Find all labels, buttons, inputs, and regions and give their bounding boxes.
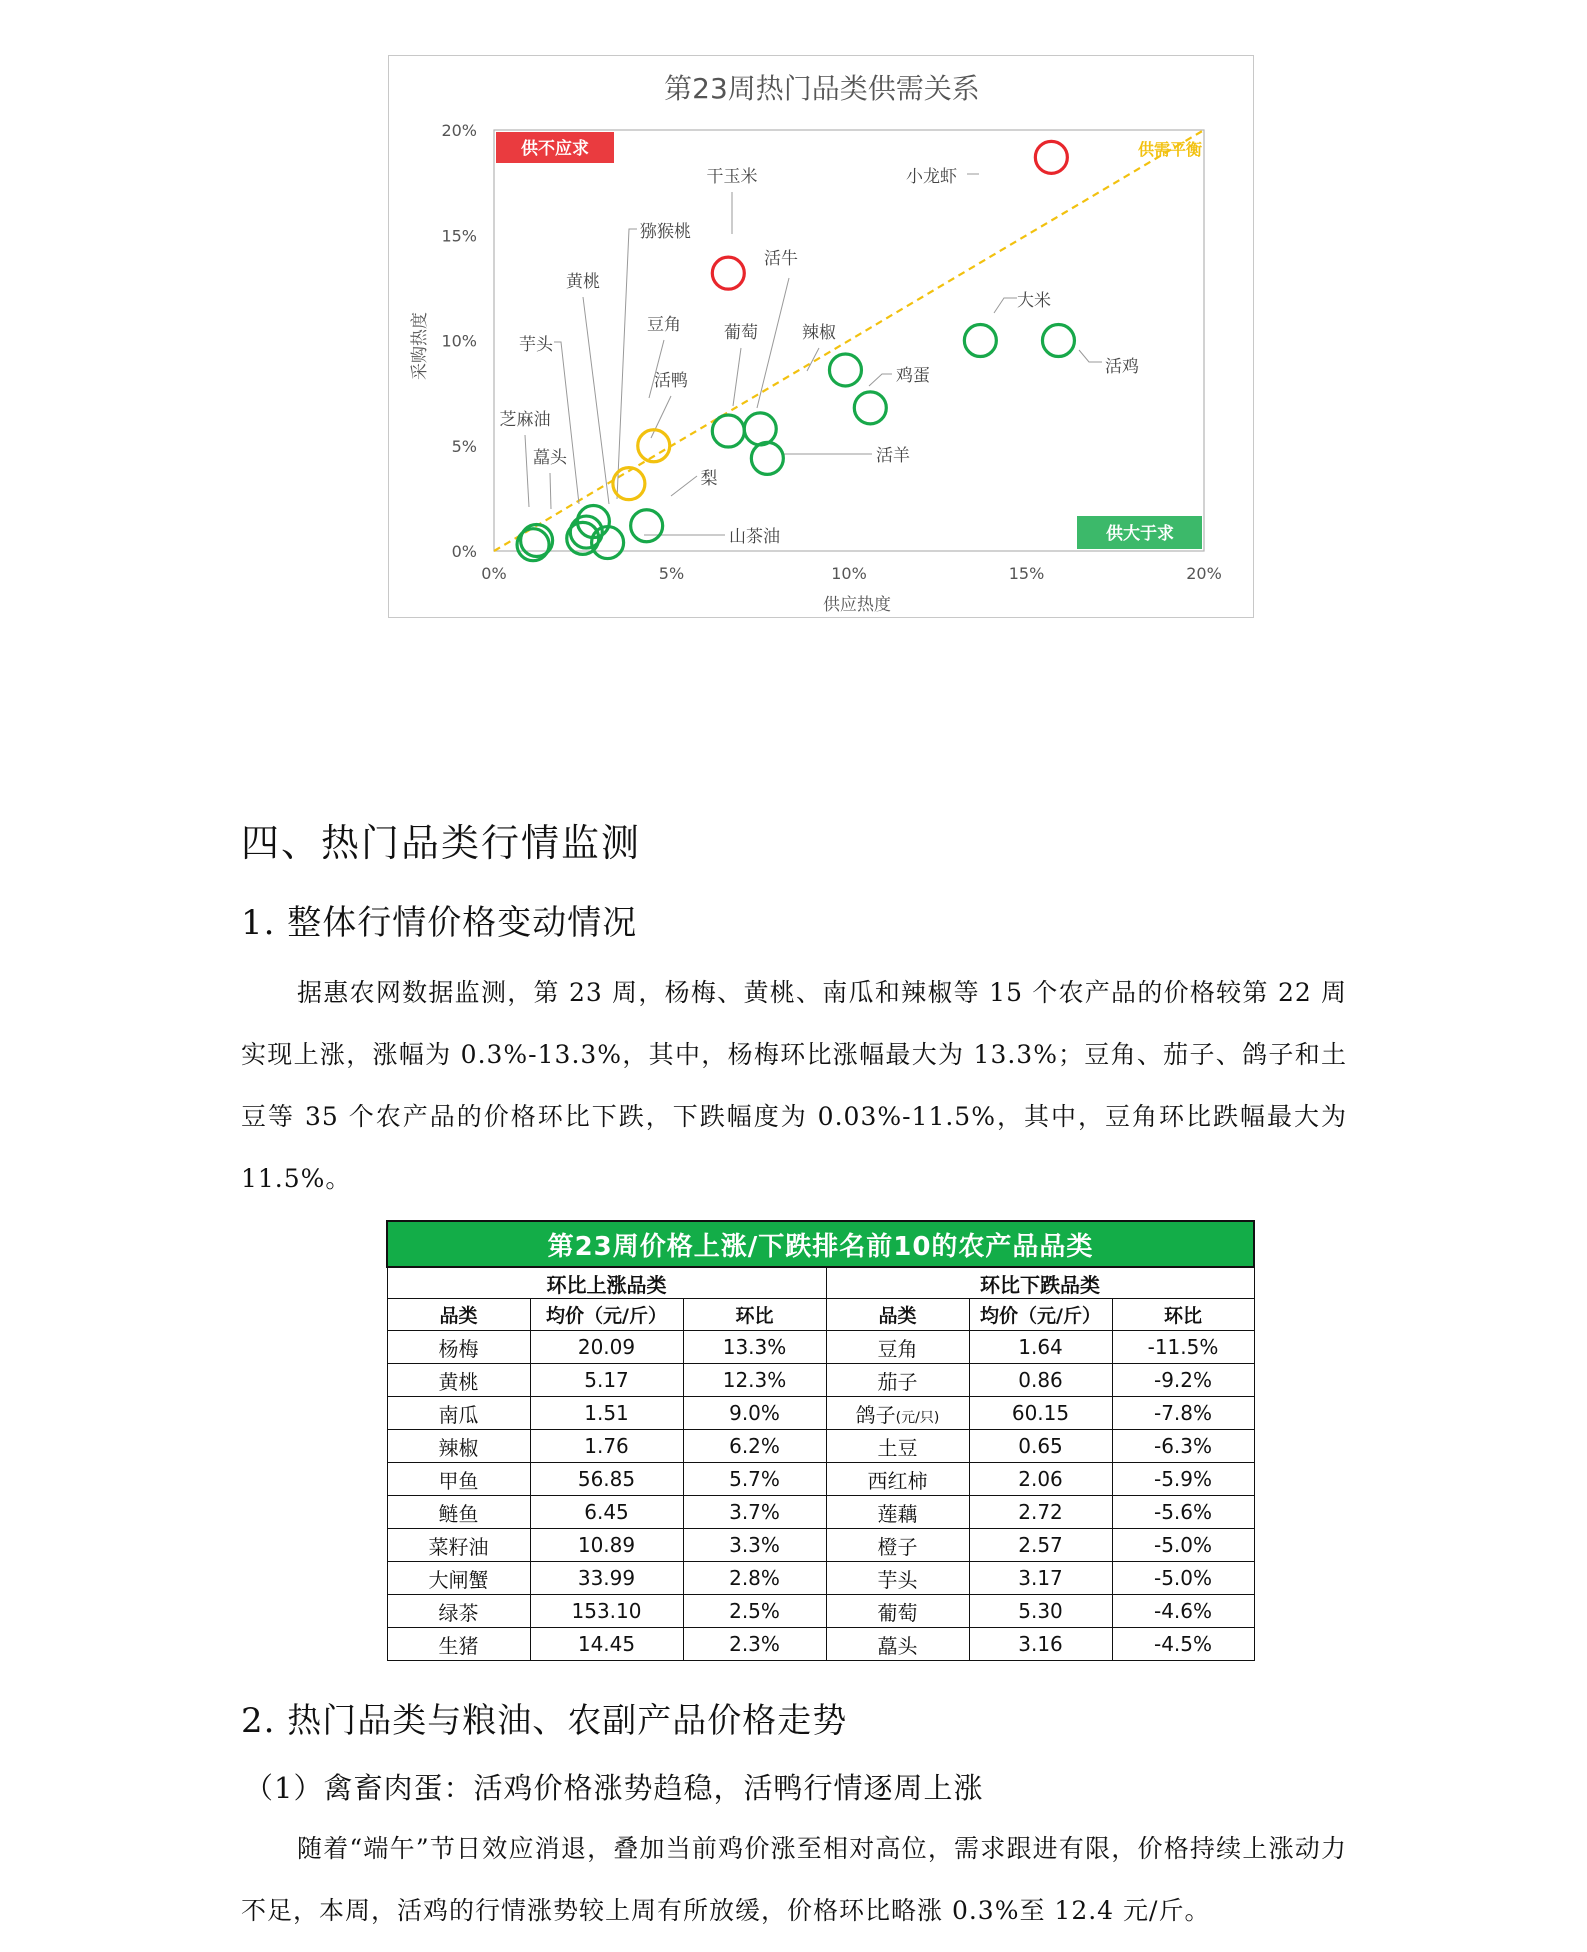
down-name-cell <box>826 1430 969 1463</box>
price-ranking-table-wrap <box>386 1220 1253 1661</box>
up-change-cell: 5.7% <box>683 1463 826 1496</box>
table-row <box>387 1397 1254 1430</box>
up-change-cell: 3.3% <box>683 1529 826 1562</box>
leader-line <box>550 473 551 509</box>
up-price-cell: 10.89 <box>530 1529 683 1562</box>
down-name: 土豆 <box>877 1435 918 1460</box>
chart-title: 第23周热门品类供需关系 <box>664 72 980 105</box>
data-point <box>712 257 744 289</box>
table-row <box>387 1364 1254 1397</box>
down-price-cell: 60.15 <box>969 1397 1112 1430</box>
data-point <box>744 413 776 445</box>
col-header-up-change: 环比 <box>683 1299 826 1331</box>
data-point <box>829 354 861 386</box>
down-change-cell: -4.6% <box>1112 1595 1254 1628</box>
down-name-cell <box>826 1595 969 1628</box>
point-label: 小龙虾 <box>906 167 957 187</box>
zone-label-undersupply: 供不应求 <box>521 139 589 159</box>
x-axis-label: 供应热度 <box>823 595 891 615</box>
poultry-paragraph: 随着“端午”节日效应消退，叠加当前鸡价涨至相对高位，需求跟进有限，价格持续上涨动力不足，本周，活鸡的行情涨势较上周有所放缓，价格环比略涨 0.3%至 12.4 元/斤。 <box>241 1834 1347 1925</box>
up-name-cell: 菜籽油 <box>387 1529 530 1562</box>
data-points <box>517 141 1074 560</box>
up-price-cell: 1.76 <box>530 1430 683 1463</box>
down-name-cell <box>826 1364 969 1397</box>
down-unit: (元/只) <box>895 1409 940 1426</box>
up-name-cell: 鲢鱼 <box>387 1496 530 1529</box>
table-title: 第23周价格上涨/下跌排名前10的农产品品类 <box>387 1221 1254 1267</box>
subsection-heading-poultry: （1）禽畜肉蛋：活鸡价格涨势趋稳，活鸭行情逐周上涨 <box>244 1771 984 1805</box>
leader-line <box>733 348 741 406</box>
down-change-cell: -6.3% <box>1112 1430 1254 1463</box>
down-change-cell: -9.2% <box>1112 1364 1254 1397</box>
up-price-cell: 14.45 <box>530 1628 683 1661</box>
up-price-cell: 153.10 <box>530 1595 683 1628</box>
up-change-cell: 9.0% <box>683 1397 826 1430</box>
leader-line <box>583 297 609 504</box>
data-point <box>631 510 663 542</box>
point-label: 猕猴桃 <box>640 222 691 242</box>
up-name-cell: 生猪 <box>387 1628 530 1661</box>
table-row <box>387 1595 1254 1628</box>
down-name-cell <box>826 1463 969 1496</box>
point-label: 葡萄 <box>724 323 758 343</box>
down-price-cell: 3.17 <box>969 1562 1112 1595</box>
down-change-cell: -4.5% <box>1112 1628 1254 1661</box>
down-name: 豆角 <box>877 1336 918 1361</box>
leader-line <box>554 342 579 504</box>
subsection-heading-trend: 2. 热门品类与粮油、农副产品价格走势 <box>241 1701 848 1741</box>
data-point <box>751 442 783 474</box>
down-price-cell: 0.86 <box>969 1364 1112 1397</box>
up-price-cell: 56.85 <box>530 1463 683 1496</box>
up-name-cell: 黄桃 <box>387 1364 530 1397</box>
down-price-cell: 2.06 <box>969 1463 1112 1496</box>
col-header-down-price: 均价（元/斤） <box>969 1299 1112 1331</box>
point-label: 活鸡 <box>1105 357 1139 377</box>
down-price-cell: 3.16 <box>969 1628 1112 1661</box>
balance-line-group <box>494 130 1204 551</box>
x-tick-label: 20% <box>1186 564 1222 583</box>
down-change-cell: -5.6% <box>1112 1496 1254 1529</box>
up-change-cell: 12.3% <box>683 1364 826 1397</box>
supply-demand-chart <box>388 55 1254 618</box>
down-change-cell: -5.0% <box>1112 1529 1254 1562</box>
table-row <box>387 1463 1254 1496</box>
down-name-cell <box>826 1397 969 1430</box>
down-name-cell <box>826 1496 969 1529</box>
section-heading: 四、热门品类行情监测 <box>241 821 642 865</box>
leader-line <box>671 476 697 496</box>
down-price-cell: 5.30 <box>969 1595 1112 1628</box>
down-name: 葡萄 <box>877 1600 918 1625</box>
up-price-cell: 5.17 <box>530 1364 683 1397</box>
table-row <box>387 1628 1254 1661</box>
data-point <box>712 415 744 447</box>
point-label: 干玉米 <box>706 167 758 187</box>
zone-label-oversupply: 供大于求 <box>1106 524 1174 544</box>
balance-line <box>494 130 1204 551</box>
up-change-cell: 6.2% <box>683 1430 826 1463</box>
down-name-cell <box>826 1628 969 1661</box>
y-tick-label: 5% <box>451 436 477 456</box>
leader-line <box>869 374 892 386</box>
group-header-down: 环比下跌品类 <box>826 1267 1254 1299</box>
up-price-cell: 1.51 <box>530 1397 683 1430</box>
col-header-down-name: 品类 <box>826 1299 969 1331</box>
up-name-cell: 绿茶 <box>387 1595 530 1628</box>
x-tick-label: 0% <box>481 564 507 583</box>
up-price-cell: 33.99 <box>530 1562 683 1595</box>
balance-line-label: 供需平衡 <box>1137 140 1202 159</box>
down-change-cell: -11.5% <box>1112 1331 1254 1364</box>
point-label: 梨 <box>700 469 718 489</box>
down-price-cell: 2.57 <box>969 1529 1112 1562</box>
leader-line <box>994 298 1017 313</box>
down-name-cell <box>826 1562 969 1595</box>
leader-line <box>757 278 789 408</box>
up-change-cell: 2.8% <box>683 1562 826 1595</box>
up-change-cell: 3.7% <box>683 1496 826 1529</box>
col-header-up-name: 品类 <box>387 1299 530 1331</box>
down-change-cell: -5.9% <box>1112 1463 1254 1496</box>
data-point <box>1042 325 1074 357</box>
subsection-heading-overall: 1. 整体行情价格变动情况 <box>241 903 638 943</box>
leader-line <box>617 229 637 499</box>
down-name-cell <box>826 1529 969 1562</box>
data-point <box>854 392 886 424</box>
x-tick-label: 10% <box>831 564 867 583</box>
down-price-cell: 2.72 <box>969 1496 1112 1529</box>
up-price-cell: 6.45 <box>530 1496 683 1529</box>
down-price-cell: 1.64 <box>969 1331 1112 1364</box>
y-tick-label: 15% <box>441 226 477 246</box>
price-ranking-table <box>386 1220 1255 1661</box>
up-change-cell: 2.3% <box>683 1628 826 1661</box>
point-label: 黄桃 <box>566 272 600 292</box>
x-tick-label: 15% <box>1008 564 1045 583</box>
down-name-cell <box>826 1331 969 1364</box>
table-row <box>387 1331 1254 1364</box>
y-tick-label: 10% <box>441 331 477 351</box>
up-name-cell: 杨梅 <box>387 1331 530 1364</box>
point-label: 芝麻油 <box>499 410 551 430</box>
down-change-cell: -7.8% <box>1112 1397 1254 1430</box>
table-row <box>387 1529 1254 1562</box>
col-header-down-change: 环比 <box>1112 1299 1254 1331</box>
up-change-cell: 13.3% <box>683 1331 826 1364</box>
up-name-cell: 辣椒 <box>387 1430 530 1463</box>
point-label: 芋头 <box>519 335 553 355</box>
y-tick-label: 0% <box>451 542 477 561</box>
y-axis-label: 采购热度 <box>410 312 430 380</box>
down-name: 芋头 <box>877 1567 918 1592</box>
up-name-cell: 南瓜 <box>387 1397 530 1430</box>
down-name: 橙子 <box>877 1534 918 1559</box>
y-tick-label: 20% <box>441 121 477 140</box>
down-change-cell: -5.0% <box>1112 1562 1254 1595</box>
point-label: 豆角 <box>647 315 681 335</box>
table-row <box>387 1496 1254 1529</box>
up-name-cell: 大闸蟹 <box>387 1562 530 1595</box>
table-row <box>387 1562 1254 1595</box>
x-tick-label: 5% <box>658 564 685 583</box>
down-name: 藠头 <box>877 1633 918 1658</box>
group-header-up: 环比上涨品类 <box>387 1267 826 1299</box>
point-label: 辣椒 <box>802 323 836 343</box>
point-label: 大米 <box>1017 291 1051 311</box>
down-name: 莲藕 <box>877 1501 918 1526</box>
down-price-cell: 0.65 <box>969 1430 1112 1463</box>
up-name-cell: 甲鱼 <box>387 1463 530 1496</box>
data-point <box>1035 141 1067 173</box>
up-price-cell: 20.09 <box>530 1331 683 1364</box>
col-header-up-price: 均价（元/斤） <box>530 1299 683 1331</box>
point-label: 藠头 <box>533 448 567 468</box>
overall-paragraph: 据惠农网数据监测，第 23 周，杨梅、黄桃、南瓜和辣椒等 15 个农产品的价格较第 22 周实现上涨，涨幅为 0.3%-13.3%，其中，杨梅环比涨幅最大为 13.3%；豆角、茄子、鸽子和土豆等 35 个农产品的价格环比下跌，下跌幅度为 0.03%-11.5%，其中，豆角环比跌幅最大为 11.5%。 <box>241 978 1347 1193</box>
point-label: 活羊 <box>876 446 910 466</box>
up-change-cell: 2.5% <box>683 1595 826 1628</box>
point-label: 活鸭 <box>654 371 688 391</box>
down-name: 茄子 <box>877 1369 918 1394</box>
leader-line <box>1079 350 1102 362</box>
point-label: 活牛 <box>764 249 798 269</box>
down-name: 鸽子 <box>855 1402 896 1427</box>
data-point <box>964 325 996 357</box>
point-label: 山茶油 <box>729 527 780 547</box>
scatter-plot <box>389 56 1255 619</box>
table-row <box>387 1430 1254 1463</box>
leader-line <box>525 435 529 507</box>
down-name: 西红柿 <box>867 1468 928 1493</box>
point-label: 鸡蛋 <box>896 366 930 386</box>
